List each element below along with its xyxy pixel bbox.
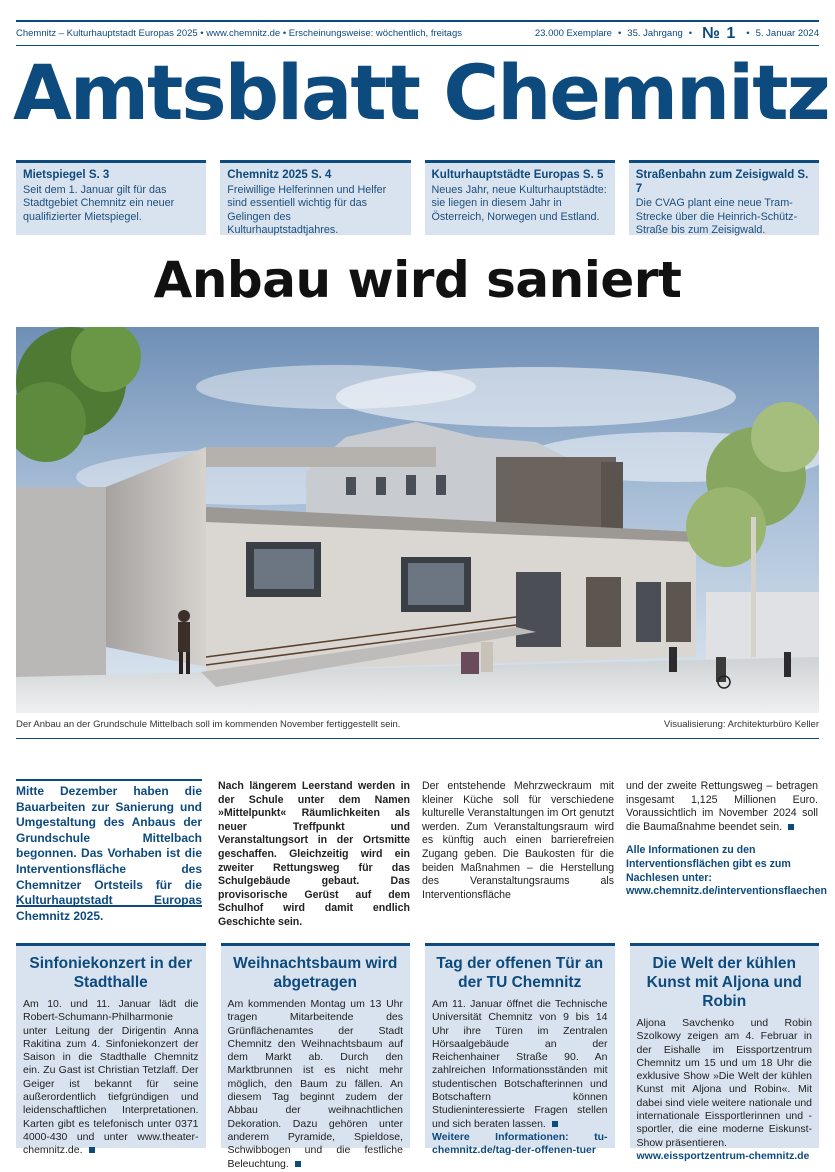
teaser-box[interactable]: [220, 160, 410, 235]
copies: 23.000 Exemplare: [534, 28, 612, 39]
box-title: Weihnachtsbaum wird abgetragen: [233, 955, 398, 991]
box-body: Am 11. Januar öffnet die Technische Universität Chemnitz von 9 bis 14 Uhr ihre Türen im Zentralen Hörsaalgebäude an der Reichenhainer Straße 90. An zahlreichen Informationsständen mit studentischen Botschafterinnen und Botschaftern können Studieninteressierte Fragen stellen und sich beraten lassen.: [432, 998, 608, 1130]
teaser-box[interactable]: [425, 160, 615, 235]
separator-dot: •: [617, 28, 622, 39]
teaser-text: Die CVAG plant eine neue Tram-Strecke über die Heinrich-Schütz-Straße bis zum Zeisigwald.: [635, 197, 798, 236]
box-text: [228, 998, 404, 1171]
news-box: [221, 943, 411, 1170]
teaser-box[interactable]: [629, 160, 819, 235]
column-text: Nach längerem Leerstand werden in der Schule unter dem Namen »Mittelpunkt« Räumlichkeiten als neuer Treffpunkt und Veranstaltungsort in der Ortsmitte geschaffen. Gleichzeitig wird ein zweiter Rettungsweg für das Schulgebäude gebaut. Das provisorische Gerüst auf dem Schulhof wird damit endlich Geschichte sein.: [218, 780, 410, 928]
news-box-row: [16, 943, 819, 1170]
teaser-text: Seit dem 1. Januar gilt für das Stadtgebiet Chemnitz ein neuer qualifizierter Mietspiegel.: [23, 183, 175, 223]
box-text: [432, 998, 608, 1131]
building-visualization-image: [16, 327, 819, 713]
teaser-text: Freiwillige Helferinnen und Helfer sind essentiell wichtig für das Gelingen des Kulturhauptstadtjahres.: [227, 183, 387, 236]
teaser-title: Mietspiegel S. 3: [23, 169, 110, 181]
volume: 35. Jahrgang: [627, 28, 683, 39]
box-body: Am kommenden Montag um 13 Uhr tragen Mitarbeitende des Grünflächenamtes der Stadt Chemnitz den Weihnachtsbaum auf dem Markt ab. Durch den Marktbrunnen ist es nicht mehr möglich, den Baum zu fällen. An diesem Tag beginnt zudem der Abbau der weihnachtlichen Dekoration. Dazu gehören unter anderem Pyramide, Spieldose, Schwibbogen und die festliche Beleuchtung.: [227, 998, 403, 1170]
box-title: Sinfoniekonzert in der Stadthalle: [29, 955, 193, 991]
article-column-1: [218, 780, 410, 930]
teaser-title: Chemnitz 2025 S. 4: [227, 169, 332, 181]
news-box: [630, 943, 820, 1162]
teaser-box[interactable]: [16, 160, 206, 235]
news-box: [425, 943, 615, 1157]
teaser-row: [16, 160, 819, 235]
end-mark-icon: [788, 824, 794, 830]
end-mark-icon: [89, 1147, 95, 1153]
top-info-line: [16, 20, 819, 46]
topline-right: [535, 25, 819, 43]
box-more-link[interactable]: www.eissportzentrum-chemnitz.de: [636, 1149, 810, 1162]
caption-credit: Visualisierung: Architekturbüro Keller: [663, 718, 819, 730]
info-link[interactable]: Alle Informationen zu den Interventionsflächen gibt es zum Nachlesen unter: www.chemnitz.de/interventionsflaechen: [626, 844, 827, 898]
issue-date: 5. Januar 2024: [755, 28, 819, 39]
column-text: und der zweite Rettungsweg – betragen insgesamt 1,125 Millionen Euro. Voraussichtlich im November 2024 soll die Baumaßnahme beendet sein.: [626, 780, 818, 833]
main-headline: Anbau wird saniert: [153, 251, 682, 309]
column-text: Der entstehende Mehrzweckraum mit kleiner Küche soll für verschiedene kulturelle Veranstaltungen im Ort genutzt werden. Zum Veranstaltungsraum wird es künftig auch einen barrierefreien Zugang geben. Die Baukosten für die beiden Maßnahmen – die Herstellung des Veranstaltungsraums als Interventionsfläche: [422, 780, 614, 901]
box-body: Aljona Savchenko und Robin Szolkowy zeigen am 4. Februar in der Eishalle im Eissportzentrum Chemnitz um 15 und um 18 Uhr die exklusive Show »Die Welt der kühlen Kunst mit Aljona und Robin«. Mit dabei sind viele weitere nationale und internationale Eissportlerinnen und -sportler, die eine moderne Eiskunst-Show präsentieren.: [636, 1017, 812, 1149]
box-more-link[interactable]: Weitere Informationen: tu-chemnitz.de/tag-der-offenen-tuer: [432, 1130, 608, 1157]
box-text: [637, 1017, 813, 1150]
teaser-title: Straßenbahn zum Zeisigwald S. 7: [635, 169, 809, 195]
teaser-title: Kulturhauptstädte Europas S. 5: [431, 169, 604, 181]
box-title: Tag der offenen Tür an der TU Chemnitz: [436, 955, 604, 991]
article-column-3: [626, 780, 827, 899]
masthead-title: Amtsblatt Chemnitz: [13, 48, 829, 137]
topline-left: Chemnitz – Kulturhauptstadt Europas 2025 • www.chemnitz.de • Erscheinungsweise: wöchentlich, freitags: [16, 28, 462, 39]
end-mark-icon: [295, 1161, 301, 1167]
separator-dot: •: [688, 28, 693, 39]
box-body: Am 10. und 11. Januar lädt die Robert-Schumann-Philharmonie unter Leitung der Dirigentin Anna Rakitina zum 4. Sinfoniekonzert der Saison in die Stadthalle Chemnitz ein. Zu Gast ist Christian Tetzlaff. Der Geiger ist bekannt für seine außerordentlich tiefgründigen und leidenschaftlichen Interpretationen. Karten gibt es telefonisch unter 0371 4000-430 und unter www.theater-chemnitz.de.: [23, 998, 199, 1157]
box-title: Die Welt der kühlen Kunst mit Aljona und Robin: [646, 955, 802, 1010]
separator-dot: •: [746, 28, 750, 39]
issue-number: № 1: [702, 24, 737, 42]
end-mark-icon: [552, 1121, 558, 1127]
teaser-text: Neues Jahr, neue Kulturhauptstädte: sie liegen in diesem Jahr in Österreich, Norwegen und Estland.: [431, 183, 607, 223]
article-column-2: [422, 780, 614, 902]
box-text: [23, 998, 199, 1158]
news-box: [16, 943, 206, 1157]
caption-text: Der Anbau an der Grundschule Mittelbach soll im kommenden November fertiggestellt sein.: [16, 718, 401, 730]
divider: [16, 738, 819, 739]
image-caption: [16, 714, 819, 734]
article-lead: Mitte Dezember haben die Bauarbeiten zur Sanierung und Umgestaltung des Anbaus der Grundschule Mittelbach begonnen. Das Vorhaben ist die Interventionsfläche des Chemnitzer Ortsteils für die Kulturhauptstadt Europas Chemnitz 2025.: [16, 779, 202, 907]
